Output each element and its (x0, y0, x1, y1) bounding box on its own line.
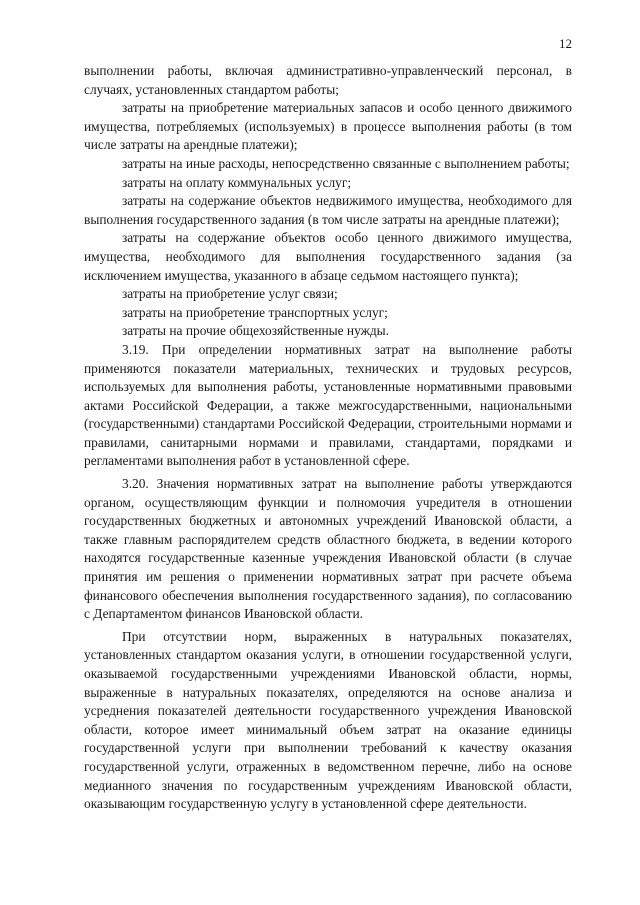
paragraph: выполнении работы, включая административно-управленческий персонал, в случаях, установленных стандартом работы; (84, 63, 572, 97)
paragraph: затраты на приобретение материальных запасов и особо ценного движимого имущества, потребляемых (используемых) в процессе выполнения работы (в том числе затраты на арендные платежи); (84, 100, 572, 153)
paragraph: затраты на иные расходы, непосредственно связанные с выполнением работы; (122, 155, 570, 171)
paragraph-section-3-19: 3.19. При определении нормативных затрат на выполнение работы применяются показатели материальных, технических и трудовых ресурсов, используемых для выполнения работы, установленные нормативными правовыми актами Российской Федерации, а также межгосударственными, национальными (государственными) стандартами Российской Федерации, строительными нормами и правилами, санитарными нормами и правилами, стандартами, порядками и регламентами выполнения работ в установленной сфере. (84, 341, 572, 469)
paragraph: затраты на приобретение транспортных услуг; (122, 304, 388, 320)
document-body (84, 62, 572, 814)
paragraph: затраты на прочие общехозяйственные нужды. (122, 323, 390, 339)
paragraph: затраты на содержание объектов недвижимого имущества, необходимого для выполнения государственного задания (в том числе затраты на арендные платежи); (84, 193, 572, 227)
paragraph-section-3-20: 3.20. Значения нормативных затрат на выполнение работы утверждаются органом, осуществляющим функции и полномочия учредителя в отношении государственных бюджетных и автономных учреждений Ивановской области, а также главным распорядителем средств областного бюджета, в ведении которого находятся государственные казенные учреждения Ивановской области (в случае принятия им решения о применении нормативных затрат при расчете объема финансового обеспечения выполнения государственного задания), по согласованию с Департаментом финансов Ивановской области. (84, 476, 572, 622)
page-number: 12 (559, 36, 572, 51)
paragraph: затраты на оплату коммунальных услуг; (122, 174, 352, 190)
paragraph: затраты на содержание объектов особо ценного движимого имущества, имущества, необходимого для выполнения государственного задания (за исключением имущества, указанного в абзаце седьмом настоящего пункта); (84, 230, 572, 283)
paragraph: затраты на приобретение услуг связи; (122, 286, 338, 302)
paragraph: При отсутствии норм, выраженных в натуральных показателях, установленных стандартом оказания услуги, в отношении государственной услуги, оказываемой государственными учреждениями Ивановской области, нормы, выраженные в натуральных показателях, определяются на основе анализа и усреднения показателей деятельности государственного учреждения Ивановской области, которое имеет минимальный объем затрат на оказание единицы государственной услуги при выполнении требований к качеству оказания государственной услуги, отраженных в ведомственном перечне, либо на основе медианного значения по государственным учреждениям Ивановской области, оказывающим государственную услугу в установленной сфере деятельности. (84, 628, 572, 812)
